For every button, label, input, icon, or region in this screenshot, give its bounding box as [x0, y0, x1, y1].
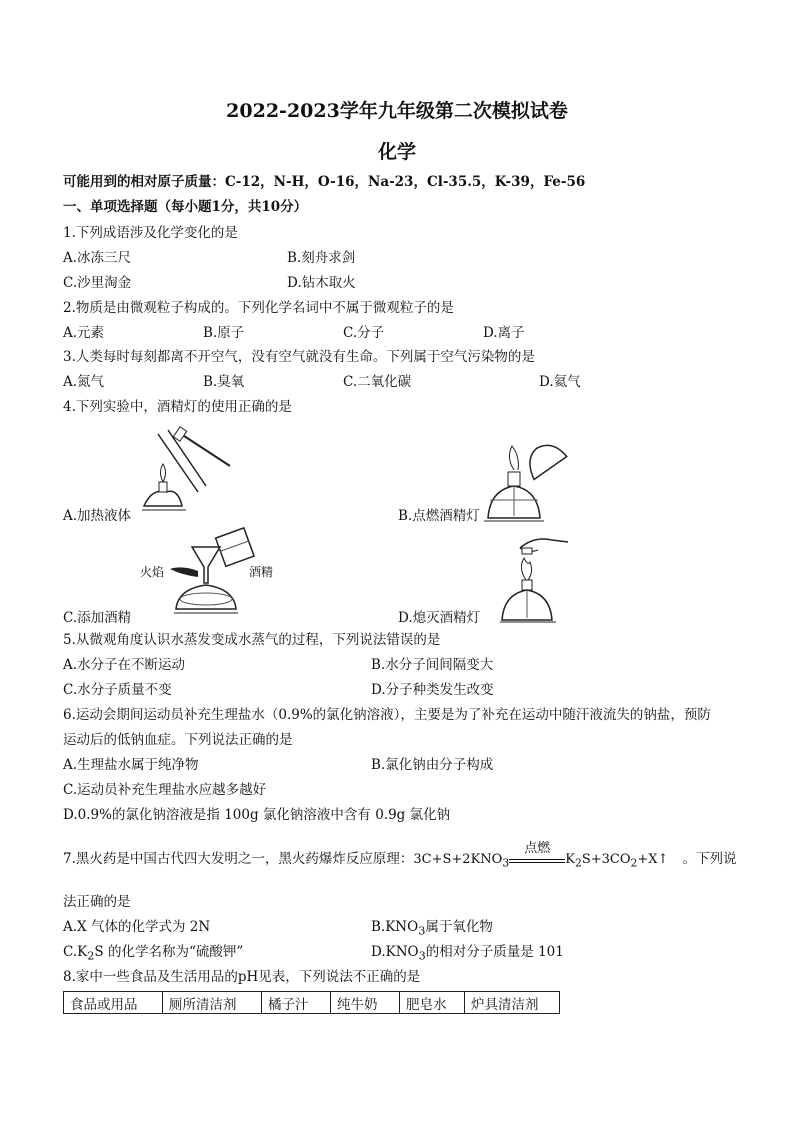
table-cell: 纯牛奶 — [331, 992, 400, 1014]
q6-stem-line1: 6.运动会期间运动员补充生理盐水（0.9%的氯化钠溶液），主要是为了补充在运动中随汗液流失的钠盐，预防 — [63, 707, 711, 723]
q3-option-b: B.臭氧 — [203, 374, 245, 390]
q7-option-a: A.X 气体的化学式为 2N — [63, 919, 211, 935]
table-cell: 炉具清洁剂 — [465, 992, 560, 1014]
q4-stem: 4.下列实验中，酒精灯的使用正确的是 — [63, 399, 292, 415]
table-cell: 厕所清洁剂 — [163, 992, 262, 1014]
q1-option-b: B.刻舟求剑 — [287, 250, 356, 266]
figure-extinguishing-lamp — [490, 532, 570, 624]
q7-reaction-arrow — [509, 841, 565, 863]
q8-stem: 8.家中一些食品及生活用品的pH见表，下列说法不正确的是 — [63, 969, 421, 985]
q3-option-c: C.二氧化碳 — [343, 374, 412, 390]
q7-equation: $3C+S+2KNO_3$ 点燃 $K_2S+3CO_2+X↑$ — [413, 841, 669, 870]
exam-title: 2022-2023学年九年级第二次模拟试卷 — [226, 100, 568, 122]
q1-option-a: A.冰冻三尺 — [63, 250, 132, 266]
q6-option-d: D.0.9%的氯化钠溶液是指 100g 氯化钠溶液中含有 0.9g 氯化钠 — [63, 807, 451, 823]
q3-option-d: D.氦气 — [539, 374, 581, 390]
figure-adding-alcohol — [168, 527, 268, 617]
q7-stem-text: 7.黑火药是中国古代四大发明之一，黑火药爆炸反应原理： — [63, 851, 414, 867]
q2-stem: 2.物质是由微观粒子构成的。下列化学名词中不属于微观粒子的是 — [63, 300, 454, 316]
q6-option-c: C.运动员补充生理盐水应越多越好 — [63, 782, 267, 798]
figure-heating-liquid — [138, 422, 238, 522]
q5-option-c: C.水分子质量不变 — [63, 682, 172, 698]
q2-option-b: B.原子 — [203, 325, 245, 341]
fig-c-alcohol-label: 酒精 — [249, 565, 274, 579]
q6-option-a: A.生理盐水属于纯净物 — [63, 757, 199, 773]
q3-option-a: A.氮气 — [63, 374, 105, 390]
q7-option-b: $B.KNO_3$属于氧化物 — [371, 919, 493, 938]
q2-option-a: A.元素 — [63, 325, 105, 341]
q4-option-c: C.添加酒精 — [63, 610, 132, 626]
subject-title: 化学 — [377, 141, 416, 163]
q7-condition: 点燃 — [524, 841, 551, 856]
ph-table — [63, 991, 560, 1014]
q1-option-d: D.钻木取火 — [287, 275, 356, 291]
table-cell: 橘子汁 — [262, 992, 331, 1014]
section-heading: 一、单项选择题（每小题1分，共10分） — [63, 199, 308, 215]
q4-option-d: D.熄灭酒精灯 — [398, 610, 481, 626]
q3-stem: 3.人类每时每刻都离不开空气，没有空气就没有生命。下列属于空气污染物的是 — [63, 349, 535, 365]
q5-option-d: D.分子种类发生改变 — [371, 682, 494, 698]
q5-option-b: B.水分子间间隔变大 — [371, 657, 494, 673]
table-cell: 肥皂水 — [400, 992, 465, 1014]
q1-stem: 1.下列成语涉及化学变化的是 — [63, 225, 238, 241]
q6-stem-line2: 运动后的低钠血症。下列说法正确的是 — [63, 732, 293, 748]
q7-stem — [63, 841, 737, 873]
q4-option-a: A.加热液体 — [63, 508, 132, 524]
q5-stem: 5.从微观角度认识水蒸发变成水蒸气的过程，下列说法错误的是 — [63, 632, 441, 648]
q7-stem-line2: 法正确的是 — [63, 894, 131, 910]
table-cell: 食品或用品 — [64, 992, 163, 1014]
q4-option-b: B.点燃酒精灯 — [398, 508, 480, 524]
table-row — [64, 992, 560, 1014]
q2-option-d: D.离子 — [483, 325, 525, 341]
q7-stem-tail: 。下列说 — [682, 851, 737, 867]
q1-option-c: C.沙里淘金 — [63, 275, 132, 291]
q7-option-d: $D.KNO_3$的相对分子质量是 101 — [371, 944, 564, 963]
figure-lighting-lamp — [480, 440, 575, 525]
q5-option-a: A.水分子在不断运动 — [63, 657, 186, 673]
q2-option-c: C.分子 — [343, 325, 385, 341]
fig-c-flame-label: 火焰 — [140, 565, 165, 579]
atomic-masses: 可能用到的相对原子质量：C-12，N-H，O-16，Na-23，Cl-35.5，K-39，Fe-56 — [63, 174, 586, 190]
q6-option-b: B.氯化钠由分子构成 — [371, 757, 494, 773]
q7-option-c: $C.K_2S$ 的化学名称为“硫酸钾” — [63, 944, 244, 963]
